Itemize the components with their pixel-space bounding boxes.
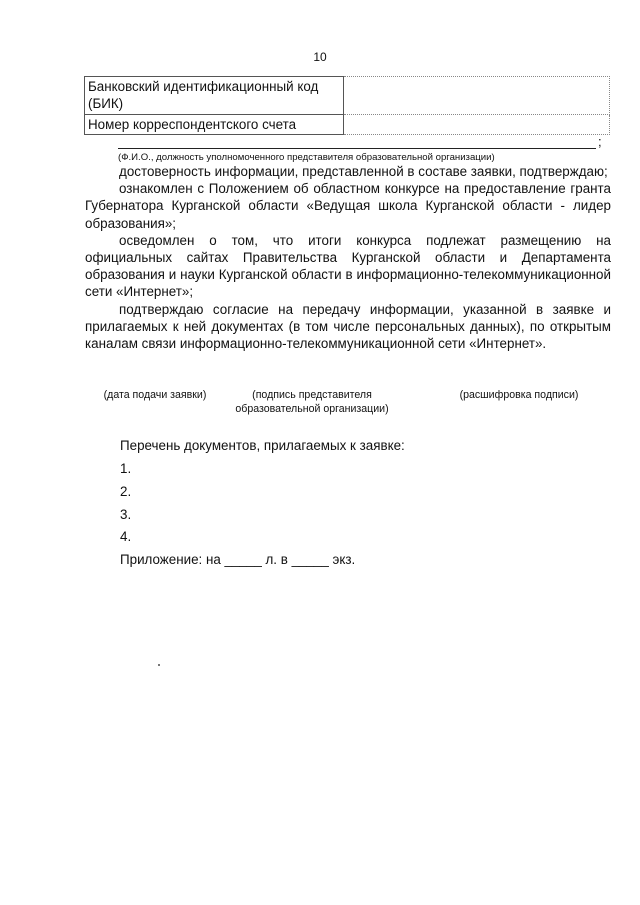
list-item: 2. [120,484,132,499]
bik-label: Банковский идентификационный код (БИК) [85,77,344,115]
list-item: 3. [120,507,132,522]
signature-caption-line1: (подпись представителя [252,389,372,401]
page-number: 10 [313,50,327,64]
date-caption: (дата подачи заявки) [103,389,207,401]
signature-caption-line2: образовательной организации) [235,403,389,415]
corr-account-label: Номер корреспондентского счета [85,115,344,135]
scan-artifact [158,664,160,666]
documents-heading: Перечень документов, прилагаемых к заявке: [120,438,405,453]
signature-caption [222,388,402,416]
representative-caption: (Ф.И.О., должность уполномоченного представителя образовательной организации) [118,152,495,163]
appendix-line: Приложение: на _____ л. в _____ экз. [120,552,356,567]
representative-name-line [118,147,596,149]
paragraph-informed: осведомлен о том, что итоги конкурса подлежат размещению на официальных сайтах Правительства Курганской области и Департамента образования и науки Курганской области в информационно-телекоммуникационной сети «Интернет»; [85,232,611,300]
paragraph-consent: подтверждаю согласие на передачу информации, указанной в заявке и прилагаемых к ней документах (в том числе персональных данных), по открытым каналам связи информационно-телекоммуникационной сети «Интернет». [85,301,611,352]
decoding-caption: (расшифровка подписи) [459,389,579,401]
bank-details-table [84,76,610,135]
list-item: 1. [120,461,132,476]
bik-value [344,77,610,115]
list-item: 4. [120,529,132,544]
paragraph-acquainted: ознакомлен с Положением об областном конкурсе на предоставление гранта Губернатора Курганской области «Ведущая школа Курганской области - лидер образования»; [85,181,611,231]
declaration-text [85,163,611,352]
table-row [85,115,610,135]
table-row [85,77,610,115]
line-end-punct: ; [598,134,602,149]
paragraph-accuracy: достоверность информации, представленной в составе заявки, подтверждаю; [119,164,608,179]
corr-account-value [344,115,610,135]
